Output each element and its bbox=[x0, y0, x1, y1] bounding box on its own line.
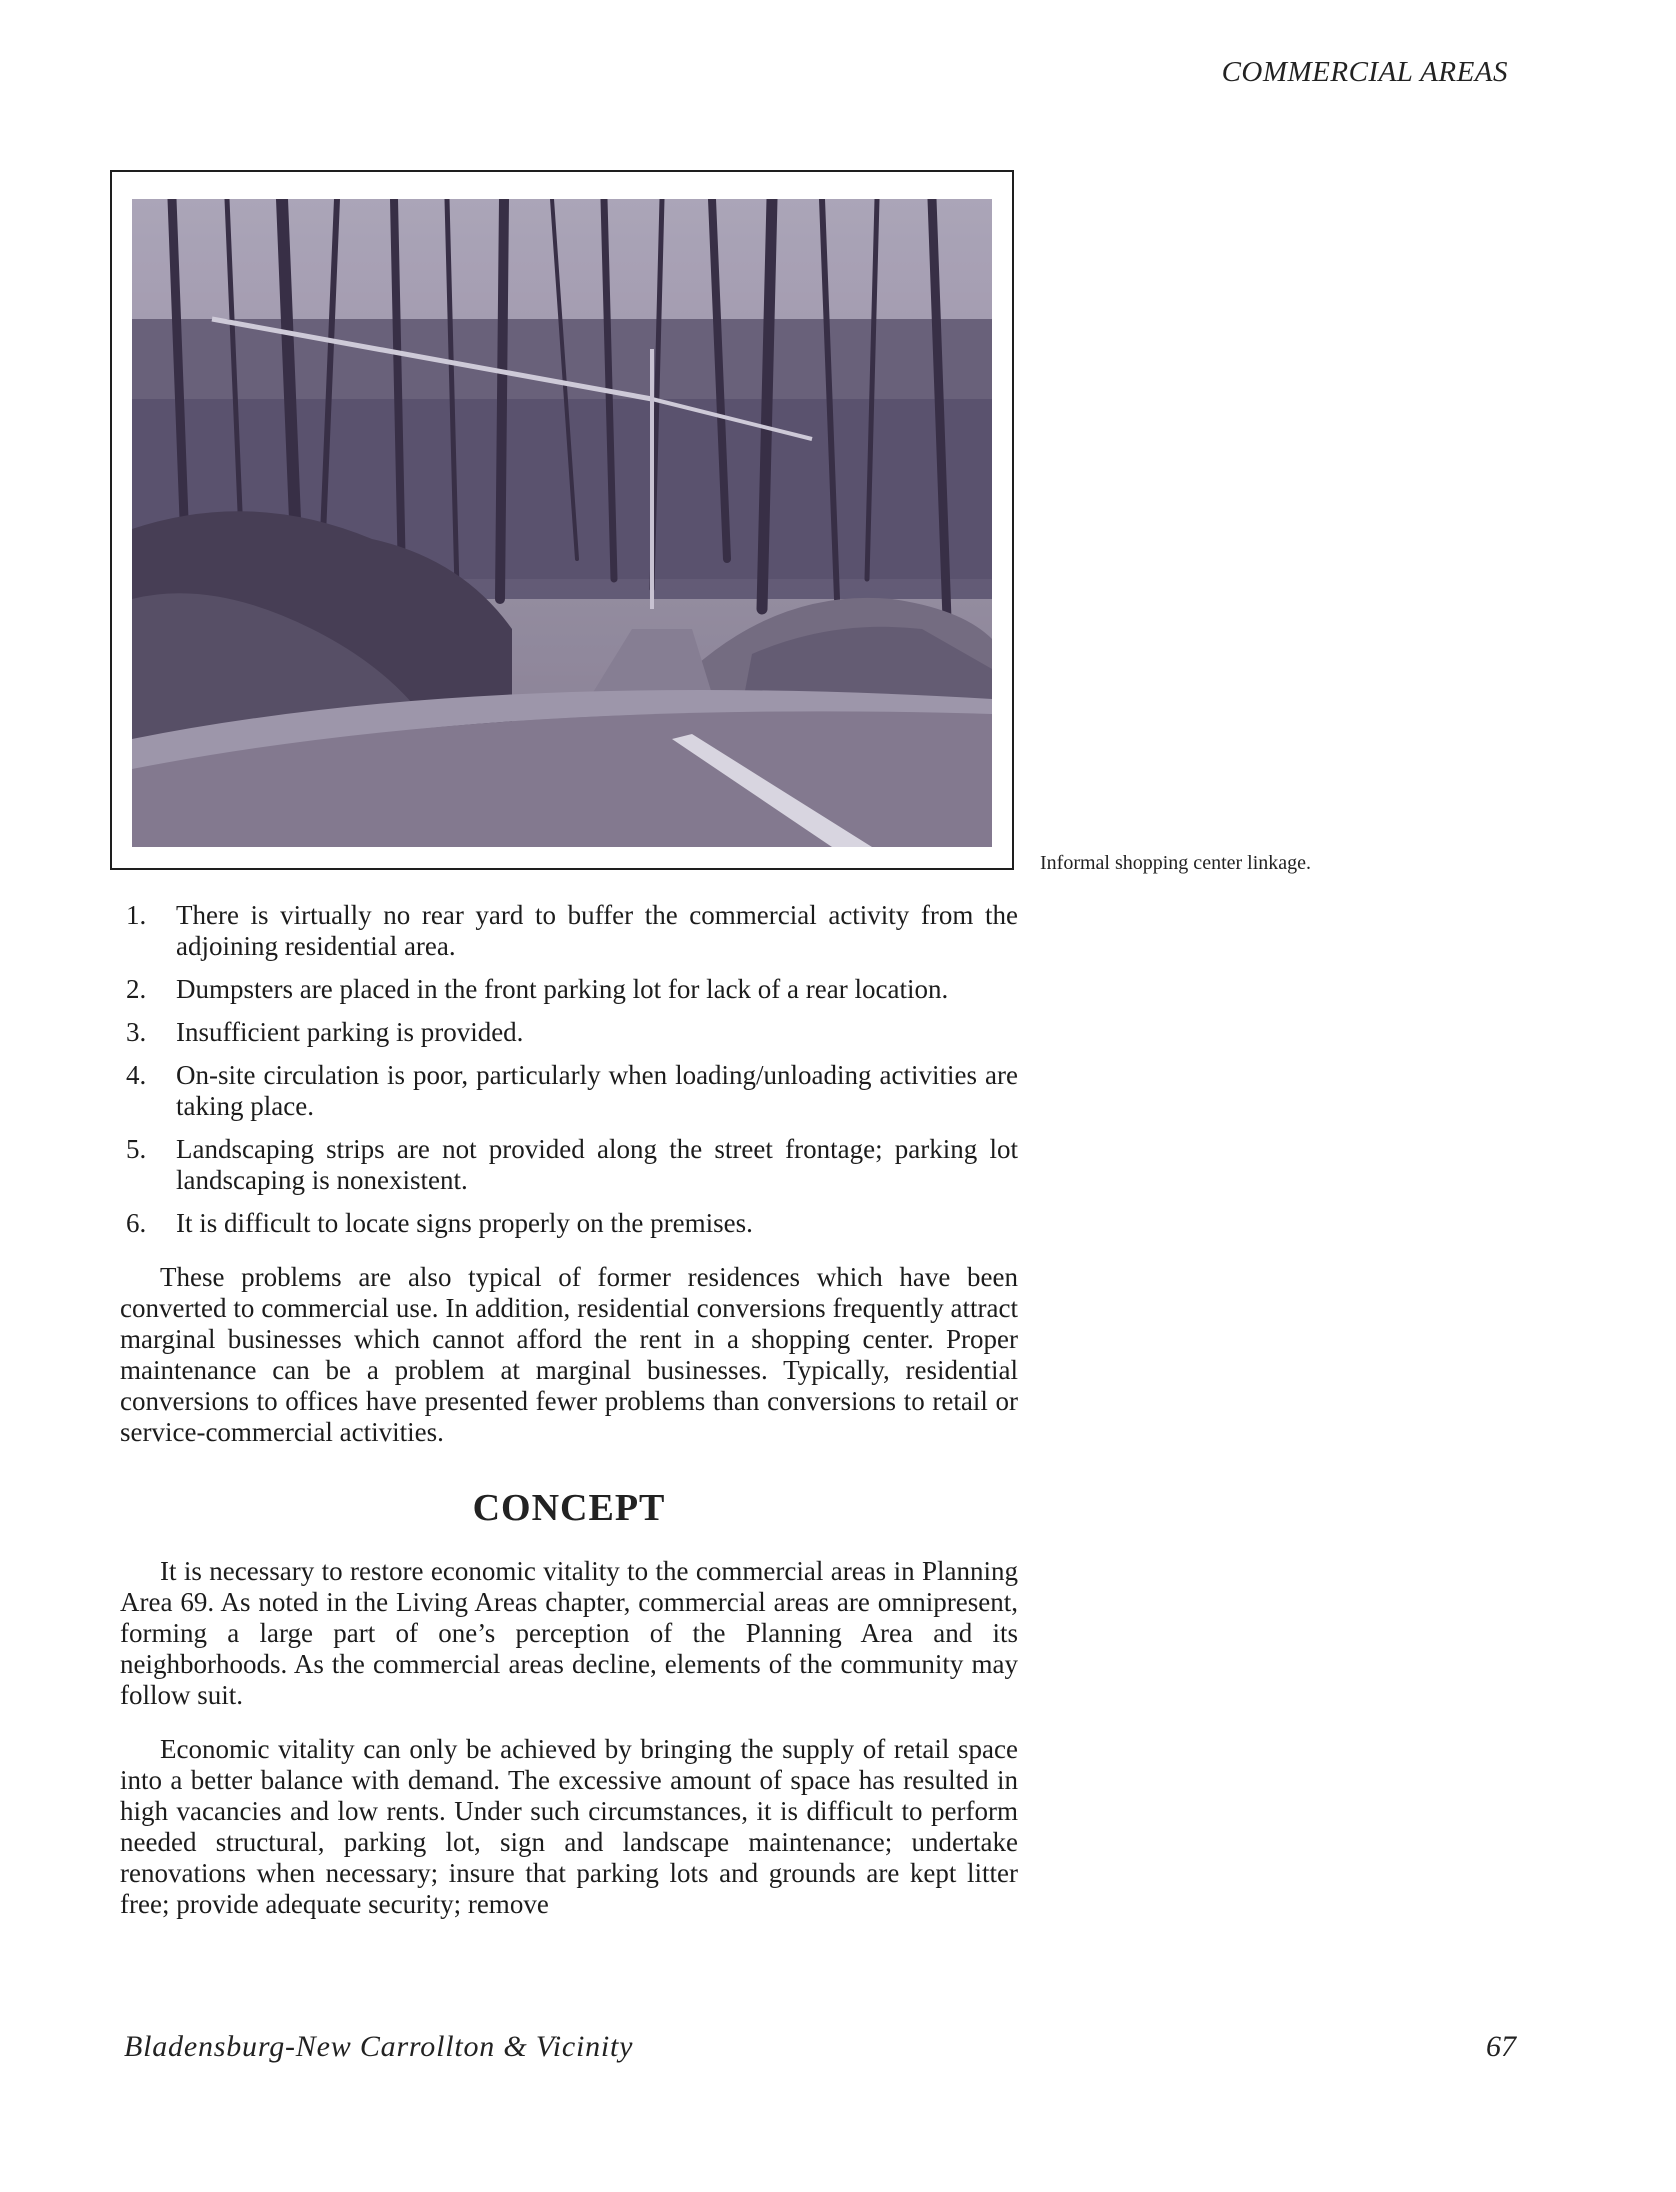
section-header: COMMERCIAL AREAS bbox=[1221, 56, 1508, 88]
list-item bbox=[120, 1208, 1018, 1239]
list-item-number: 4. bbox=[126, 1060, 147, 1090]
list-item bbox=[120, 1060, 1018, 1122]
concept-paragraph-1: It is necessary to restore economic vitality to the commercial areas in Planning Area 69. As noted in the Living Areas chapter, commercial areas are omnipresent, forming a large part of one’s perception of the Planning Area and its neighborhoods. As the commercial areas decline, elements of the community may follow suit. bbox=[120, 1556, 1018, 1710]
list-item-number: 1. bbox=[126, 900, 147, 930]
list-item-number: 5. bbox=[126, 1134, 147, 1164]
list-item bbox=[120, 900, 1018, 962]
list-item-text: Insufficient parking is provided. bbox=[176, 1017, 524, 1047]
footer-document-title: Bladensburg-New Carrollton & Vicinity bbox=[124, 2030, 634, 2063]
concept-heading: CONCEPT bbox=[472, 1487, 666, 1529]
conversions-paragraph: These problems are also typical of former residences which have been converted to commercial use. In addition, residential conversions frequently attract marginal businesses which cannot afford the rent in a shopping center. Proper maintenance can be a problem at marginal businesses. Typically, residential conversions to offices have presented fewer problems than conversions to retail or service-commercial activities. bbox=[120, 1262, 1018, 1447]
list-item-number: 3. bbox=[126, 1017, 147, 1047]
page-number: 67 bbox=[1486, 2030, 1516, 2063]
list-item-text: There is virtually no rear yard to buffer the commercial activity from the adjoining residential area. bbox=[176, 900, 1018, 961]
list-item-number: 6. bbox=[126, 1208, 147, 1238]
list-item-text: Landscaping strips are not provided along the street frontage; parking lot landscaping is nonexistent. bbox=[176, 1134, 1018, 1195]
list-item-text: Dumpsters are placed in the front parking lot for lack of a rear location. bbox=[176, 974, 949, 1004]
list-item-text: On-site circulation is poor, particularly when loading/unloading activities are taking place. bbox=[176, 1060, 1018, 1121]
problems-list bbox=[120, 900, 1018, 1251]
list-item bbox=[120, 1134, 1018, 1196]
list-item-text: It is difficult to locate signs properly on the premises. bbox=[176, 1208, 753, 1238]
concept-paragraph-2: Economic vitality can only be achieved by bringing the supply of retail space into a better balance with demand. The excessive amount of space has resulted in high vacancies and low rents. Under such circumstances, it is difficult to perform needed structural, parking lot, sign and landscape maintenance; undertake renovations when necessary; insure that parking lots and grounds are kept litter free; provide adequate security; remove bbox=[120, 1734, 1018, 1919]
list-item bbox=[120, 974, 1018, 1005]
list-item bbox=[120, 1017, 1018, 1048]
list-item-number: 2. bbox=[126, 974, 147, 1004]
figure-frame bbox=[110, 170, 1014, 870]
figure-caption: Informal shopping center linkage. bbox=[1040, 852, 1312, 874]
shopping-center-linkage-photo bbox=[132, 199, 992, 847]
